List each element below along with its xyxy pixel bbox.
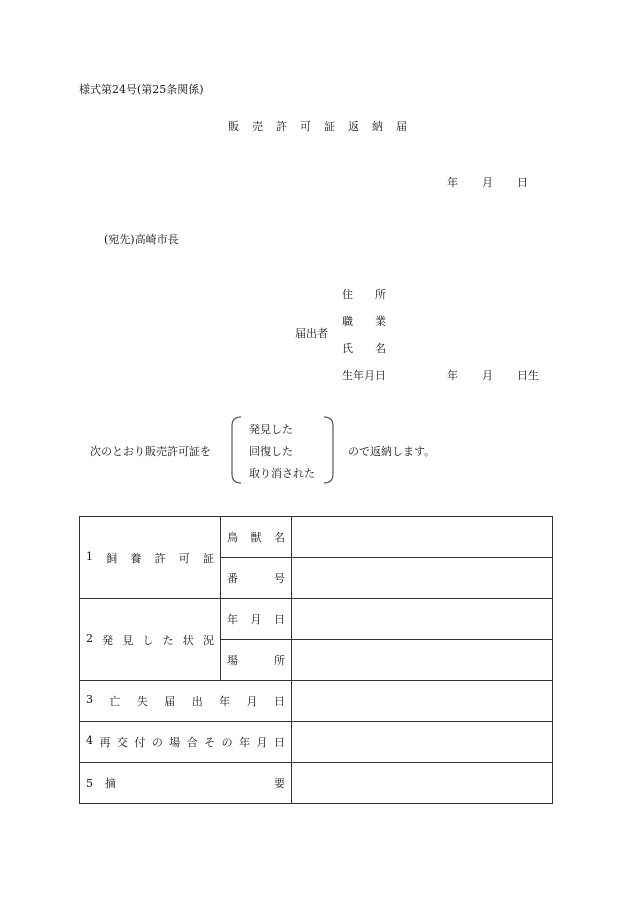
address-label: 住 所: [342, 288, 386, 301]
row5-value[interactable]: [292, 763, 553, 804]
table-row: [80, 722, 553, 763]
occupation-label: 職 業: [342, 315, 386, 328]
date-year: 年: [447, 176, 458, 189]
option-found: 発見した: [249, 423, 293, 436]
place-label: 場 所: [221, 640, 292, 681]
table-row: [80, 681, 553, 722]
document-title: 販 売 許 可 証 返 納 届: [228, 120, 407, 133]
return-form-table: [79, 516, 553, 804]
species-label: 鳥 獣 名: [221, 517, 292, 558]
addressee: (宛先)高崎市長: [104, 233, 179, 246]
option-revoked: 取り消された: [249, 467, 315, 480]
number-label: 番 号: [221, 558, 292, 599]
section1-label: 1 飼 養 許 可 証: [80, 517, 221, 599]
row3-label: 3 亡 失 届 出 年 月 日: [80, 681, 292, 722]
date-day: 日: [517, 176, 528, 189]
name-label: 氏 名: [342, 342, 386, 355]
section2-label: 2 発 見 し た 状 況: [80, 599, 221, 681]
row4-label: 4 再 交 付 の 場 合 そ の 年 月 日: [80, 722, 292, 763]
notifier-label: 届出者: [295, 327, 328, 340]
option-recovered: 回復した: [249, 445, 293, 458]
table-row: [80, 599, 553, 640]
statement-suffix: ので返納します。: [348, 445, 436, 458]
birth-year: 年: [447, 369, 458, 382]
form-number: 様式第24号(第25条関係): [79, 83, 204, 96]
table-row: [80, 763, 553, 804]
place-value[interactable]: [292, 640, 553, 681]
birth-month: 月: [482, 369, 493, 382]
row5-label: 5 摘 要: [80, 763, 292, 804]
row3-value[interactable]: [292, 681, 553, 722]
left-brace: [229, 416, 243, 484]
date-month: 月: [482, 176, 493, 189]
birth-day: 日生: [517, 369, 539, 382]
birthdate-label: 生年月日: [342, 369, 386, 382]
found-date-value[interactable]: [292, 599, 553, 640]
table-row: [80, 517, 553, 558]
species-value[interactable]: [292, 517, 553, 558]
right-brace: [322, 416, 336, 484]
found-date-label: 年 月 日: [221, 599, 292, 640]
number-value[interactable]: [292, 558, 553, 599]
statement-prefix: 次のとおり販売許可証を: [90, 445, 211, 458]
row4-value[interactable]: [292, 722, 553, 763]
